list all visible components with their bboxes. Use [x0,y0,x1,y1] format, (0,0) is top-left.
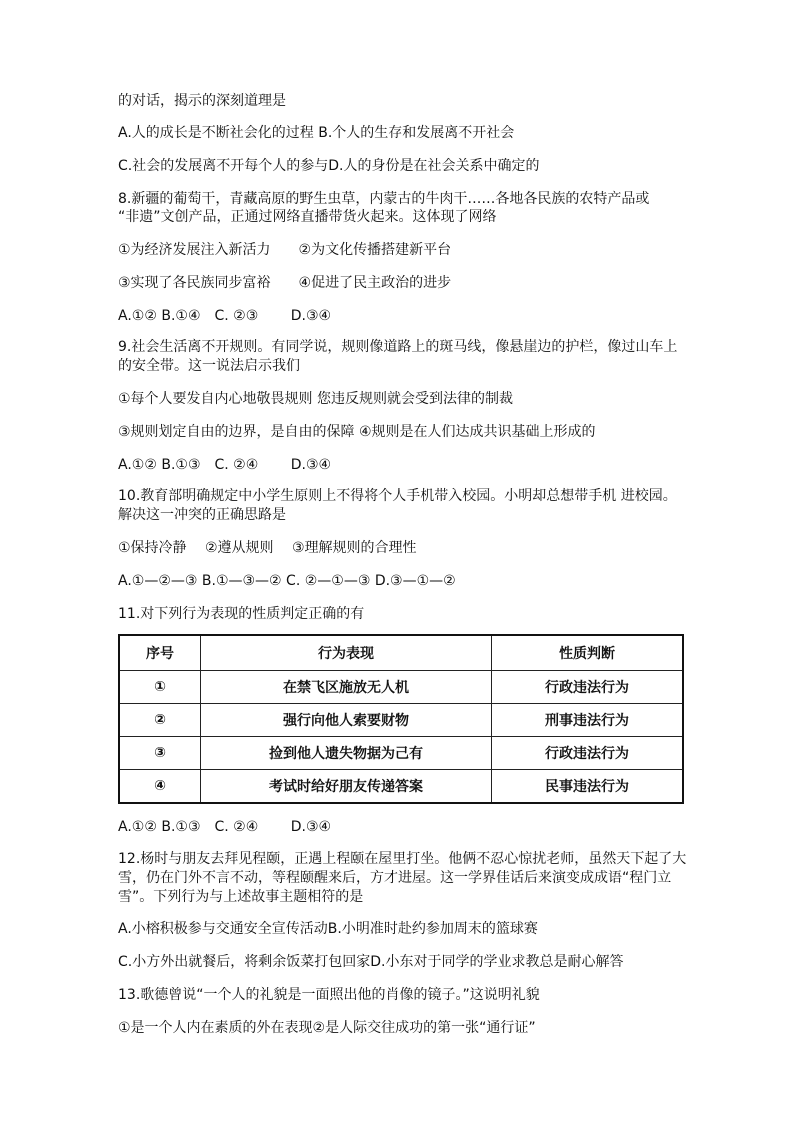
row-index: ④ [119,770,201,804]
question-12-stem: 12.杨时与朋友去拜见程颐，正遇上程颐在屋里打坐。他俩不忍心惊扰老师，虽然天下起了大雪，仍在门外不言不动，等程颐醒来后，方才进屋。这一学界佳话后来演变成成语“程门立雪”。下列行为与上述故事主题相符的是 [118,851,687,905]
question-8-stem-1: 8.新疆的葡萄干，青藏高原的野生虫草，内蒙古的牛肉干……各地各民族的农特产品或 [118,191,650,207]
header-judgement: 性质判断 [492,635,684,671]
row-behavior: 强行向他人索要财物 [201,704,492,737]
row-judgement: 行政违法行为 [492,737,684,770]
row-index: ② [119,704,201,737]
row-behavior: 在禁飞区施放无人机 [201,671,492,704]
question-13-statements-12: ①是一个人内在素质的外在表现②是人际交往成功的第一张“通行证” [118,1020,536,1036]
question-13-stem: 13.歌德曾说“一个人的礼貌是一面照出他的肖像的镜子。”这说明礼貌 [118,987,540,1003]
row-behavior: 考试时给好朋友传递答案 [201,770,492,804]
question-10-stem: 10.教育部明确规定中小学生原则上不得将个人手机带入校园。小明却总想带手机 进校园。解决这一冲突的正确思路是 [118,488,677,523]
row-judgement: 刑事违法行为 [492,704,684,737]
table-row [119,704,683,737]
question-8-stem-2: “非遗”文创产品，正通过网络直播带货火起来。这体现了网络 [118,209,497,225]
question-10-choices: A.①—②—③ B.①—③—② C. ②—①—③ D.③—①—② [118,573,456,589]
table-row [119,770,683,804]
question-7-stem-tail: 的对话，揭示的深刻道理是 [118,93,286,109]
question-7-options-cd: C.社会的发展离不开每个人的参与D.人的身份是在社会关系中确定的 [118,158,540,174]
table-row [119,671,683,704]
row-behavior: 捡到他人遗失物据为己有 [201,737,492,770]
question-10-steps: ①保持冷静 ②遵从规则 ③理解规则的合理性 [118,540,417,556]
header-behavior: 行为表现 [201,635,492,671]
question-8-statements-12: ①为经济发展注入新活力 ②为文化传播搭建新平台 [118,242,452,258]
question-8-statements-34: ③实现了各民族同步富裕 ④促进了民主政治的进步 [118,275,452,291]
question-9-statements-12: ①每个人要发自内心地敬畏规则 您违反规则就会受到法律的制裁 [118,391,513,407]
question-9-statements-34: ③规则划定自由的边界，是自由的保障 ④规则是在人们达成共识基础上形成的 [118,424,596,440]
row-judgement: 行政违法行为 [492,671,684,704]
row-index: ③ [119,737,201,770]
question-9-stem: 9.社会生活离不开规则。有同学说，规则像道路上的斑马线，像悬崖边的护栏，像过山车上的安全带。这一说法启示我们 [118,339,678,374]
question-11-choices: A.①② B.①③ C. ②④ D.③④ [118,819,332,835]
table-row [119,737,683,770]
table-header-row [119,635,683,671]
question-12-options-ab: A.小榕积极参与交通安全宣传活动B.小明准时赴约参加周末的篮球赛 [118,921,538,937]
question-12-options-cd: C.小方外出就餐后，将剩余饭菜打包回家D.小东对于同学的学业求教总是耐心解答 [118,954,624,970]
row-index: ① [119,671,201,704]
row-judgement: 民事违法行为 [492,770,684,804]
question-9-choices: A.①② B.①③ C. ②④ D.③④ [118,457,332,473]
question-8-choices: A.①② B.①④ C. ②③ D.③④ [118,308,332,324]
question-7-options-ab: A.人的成长是不断社会化的过程 B.个人的生存和发展离不开社会 [118,125,515,141]
question-11-stem: 11.对下列行为表现的性质判定正确的有 [118,606,365,622]
header-index: 序号 [119,635,201,671]
behavior-judgement-table [118,634,684,804]
